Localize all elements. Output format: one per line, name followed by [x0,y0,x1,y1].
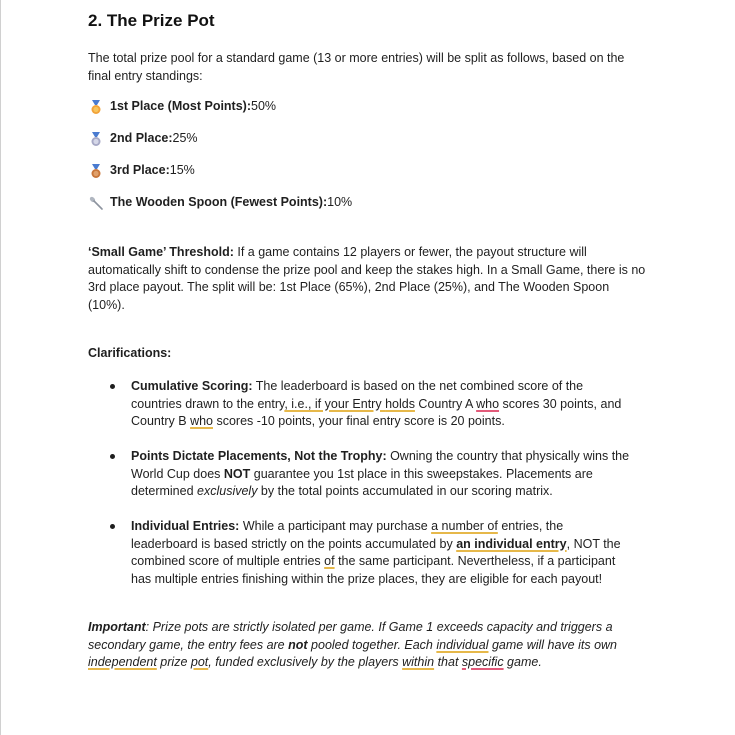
clarification-text: , NOT the combined score of multiple entries [131,536,621,568]
clarifications-heading: Clarifications: [88,346,172,360]
list-item [110,448,630,501]
clarification-label: Cumulative Scoring: [131,379,253,393]
clarification-label: Points Dictate Placements, Not the Trophy: [131,449,387,463]
clarification-text: scores 30 points, and Country B [131,396,622,428]
prize-value: 10% [327,195,353,209]
clarification-text: a number of [431,519,498,533]
clarification-text: guarantee you 1st place in this sweepstakes. Placements are determined [131,466,593,498]
clarification-text: Owning the country that physically wins the World Cup does [131,449,630,481]
clarification-text: the same participant. Nevertheless, if a participant has multiple entries finishing within the prize places, they are eligible for each payout! [131,554,616,586]
important-bold: not [288,637,308,652]
clarification-text: scores -10 points, your final entry score is 20 points. [213,414,505,428]
clarification-text: of [324,554,335,568]
silver-medal-icon [88,131,104,147]
prize-row-2nd [88,130,198,147]
prize-row-1st [88,98,276,115]
small-game-label: ‘Small Game’ Threshold: [88,245,234,259]
prize-value: 15% [169,163,195,177]
important-text: independent [88,655,157,669]
clarifications-list [110,378,630,606]
section-heading: 2. The Prize Pot [88,11,215,30]
spoon-icon [88,195,104,211]
bronze-medal-icon [88,163,104,179]
clarification-text: Country A [414,396,477,411]
clarification-emphasis: exclusively [197,484,258,498]
clarification-text: The leaderboard is based on the net combined score of the countries drawn to the entry [131,379,584,411]
prize-label: 1st Place (Most Points): [110,99,251,113]
important-text: individual [436,637,489,652]
prize-row-spoon [88,194,352,211]
prize-value: 25% [172,131,198,145]
important-text: pot [190,655,209,669]
clarification-text: who [476,396,500,411]
gold-medal-icon [88,99,104,115]
clarification-bold: NOT [223,466,251,481]
clarification-text: holds [385,396,415,411]
important-text: game. [503,655,542,669]
important-text: game will have its own [488,637,618,652]
prize-label: 3rd Place: [110,163,170,177]
clarification-text: entries, the leaderboard is based strictly on the points accumulated by [131,519,564,551]
important-text: prize [156,655,191,669]
small-game-text: If a game contains 12 players or fewer, the payout structure will automatically shift to condense the prize pool and keep the stakes high. In a Small Game, there is no 3rd place payout. The split will be: 1st Place (65%), 2nd Place (25%), and The Wooden Spoon (10%). [88,245,646,312]
prize-value: 50% [251,99,277,113]
prize-row-3rd [88,162,195,179]
clarification-text: by the total points accumulated in our scoring matrix. [257,484,553,498]
prize-label: The Wooden Spoon (Fewest Points): [110,195,328,209]
important-text: within [402,655,435,669]
intro-paragraph: The total prize pool for a standard game (13 or more entries) will be split as follows, based on the final entry standings: [88,51,625,83]
important-paragraph [88,619,648,672]
small-game-paragraph [88,244,648,314]
prize-label: 2nd Place: [110,131,173,145]
important-text: pooled together. Each [307,637,437,652]
clarification-text: While a participant may purchase [239,519,432,533]
important-text: specific [461,655,504,669]
important-text: that [434,655,462,669]
list-item [110,378,630,431]
important-text: : Prize pots are strictly isolated per game. If Game 1 exceeds capacity and triggers a secondary game, the entry fees are [88,620,613,652]
clarification-bold: an individual entry [456,536,567,551]
clarification-text: who [190,414,213,428]
page-edge [0,0,1,735]
clarification-label: Individual Entries: [131,519,240,533]
important-label: Important [88,620,146,634]
important-text: , funded exclusively by the players [208,655,403,669]
list-item [110,518,630,588]
clarification-text: , i.e., if your Entry [284,396,386,411]
